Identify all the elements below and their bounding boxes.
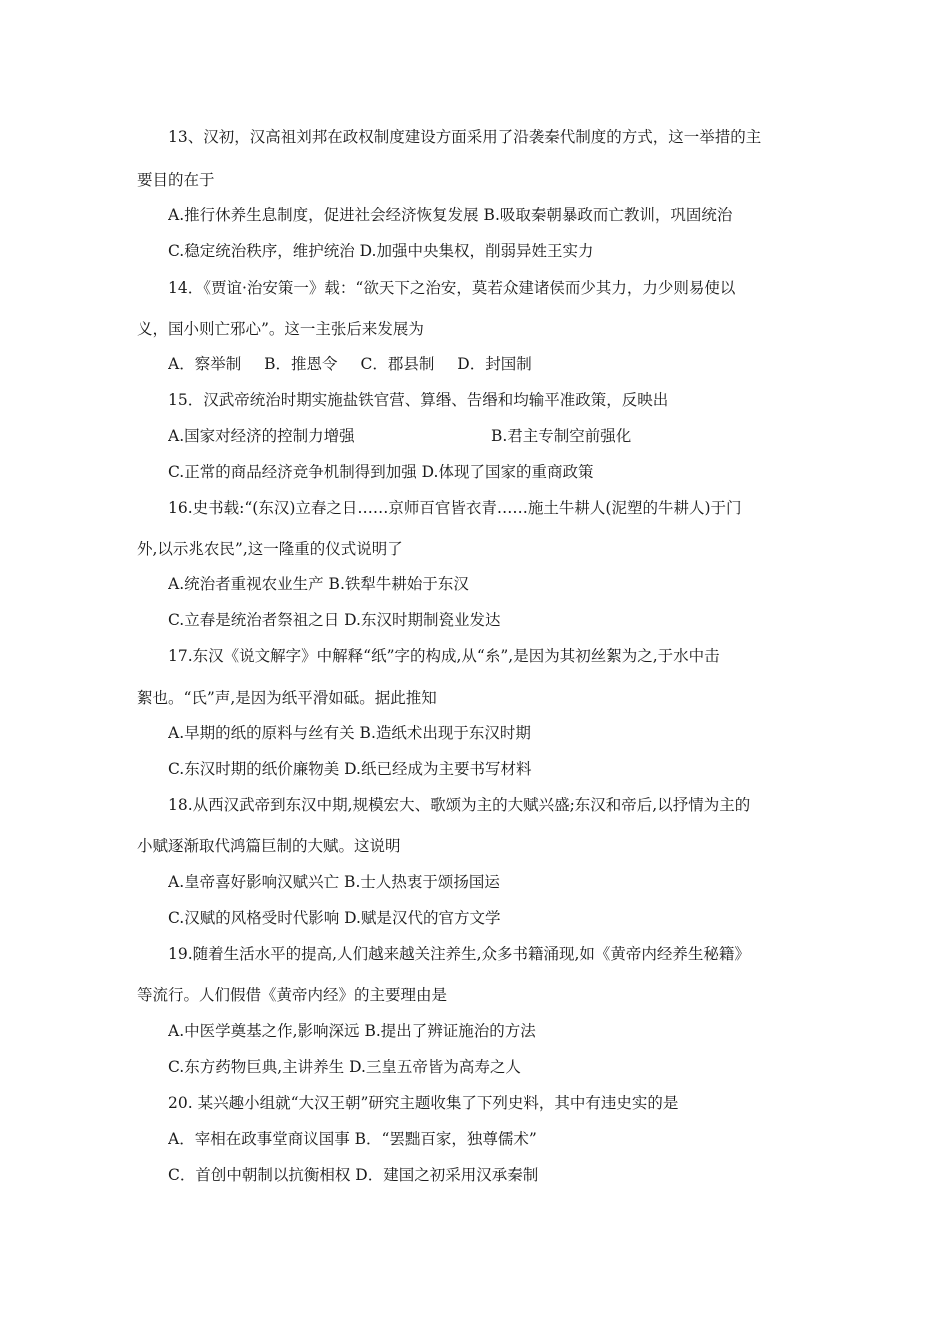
q14-option-d: D．封国制 xyxy=(457,355,532,373)
q14-options xyxy=(168,354,858,374)
q19-stem-line1: 19.随着生活水平的提高,人们越来越关注养生,众多书籍涌现,如《黄帝内经养生秘籍》 xyxy=(168,945,750,963)
q20-options-line2: C．首创中朝制以抗衡相权 D．建国之初采用汉承秦制 xyxy=(168,1166,539,1184)
q15-option-a: A.国家对经济的控制力增强 xyxy=(168,427,355,445)
q15-options-line1 xyxy=(168,426,858,446)
q17-options-line1: A.早期的纸的原料与丝有关 B.造纸术出现于东汉时期 xyxy=(168,724,531,742)
q15-options-line2: C.正常的商品经济竞争机制得到加强 D.体现了国家的重商政策 xyxy=(168,463,594,481)
q18-stem-line1: 18.从西汉武帝到东汉中期,规模宏大、歌颂为主的大赋兴盛;东汉和帝后,以抒情为主的 xyxy=(168,796,751,814)
q15-stem-line1: 15．汉武帝统治时期实施盐铁官营、算缗、告缗和均输平准政策，反映出 xyxy=(168,391,669,409)
q18-options-line1: A.皇帝喜好影响汉赋兴亡 B.士人热衷于颂扬国运 xyxy=(168,873,500,891)
q14-option-a: A．察举制 xyxy=(168,355,242,373)
q16-stem-line1: 16.史书载:“(东汉)立春之日……京师百官皆衣青……施土牛耕人(泥塑的牛耕人)于门 xyxy=(168,499,742,517)
q19-options-line1: A.中医学奠基之作,影响深远 B.提出了辨证施治的方法 xyxy=(168,1022,536,1040)
q14-option-b: B．推恩令 xyxy=(264,355,338,373)
q13-stem-line1: 13、汉初，汉高祖刘邦在政权制度建设方面采用了沿袭秦代制度的方式，这一举措的主 xyxy=(168,128,762,146)
q17-stem-line1: 17.东汉《说文解字》中解释“纸”字的构成,从“糸”,是因为其初丝絮为之,于水中击 xyxy=(168,647,720,665)
q19-options-line2: C.东方药物巨典,主讲养生 D.三皇五帝皆为高寿之人 xyxy=(168,1058,521,1076)
q16-stem-line2: 外,以示兆农民”,这一隆重的仪式说明了 xyxy=(137,540,403,558)
q17-stem-line2: 絮也。“氏”声,是因为纸平滑如砥。据此推知 xyxy=(137,689,437,707)
q13-options-line2: C.稳定统治秩序，维护统治 D.加强中央集权，削弱异姓王实力 xyxy=(168,242,594,260)
q14-stem-line1: 14．《贾谊·治安策一》载：“欲天下之治安，莫若众建诸侯而少其力，力少则易使以 xyxy=(168,279,736,297)
q13-options-line1: A.推行休养生息制度，促进社会经济恢复发展 B.吸取秦朝暴政而亡教训，巩固统治 xyxy=(168,206,733,224)
q14-stem-line2: 义，国小则亡邪心”。这一主张后来发展为 xyxy=(137,320,424,338)
q16-options-line1: A.统治者重视农业生产 B.铁犁牛耕始于东汉 xyxy=(168,575,469,593)
q17-options-line2: C.东汉时期的纸价廉物美 D.纸已经成为主要书写材料 xyxy=(168,760,532,778)
q19-stem-line2: 等流行。人们假借《黄帝内经》的主要理由是 xyxy=(137,986,448,1004)
q18-options-line2: C.汉赋的风格受时代影响 D.赋是汉代的官方文学 xyxy=(168,909,501,927)
q15-option-b: B.君主专制空前强化 xyxy=(490,427,632,445)
q16-options-line2: C.立春是统治者祭祖之日 D.东汉时期制瓷业发达 xyxy=(168,611,501,629)
q14-option-c: C．郡县制 xyxy=(360,355,435,373)
q18-stem-line2: 小赋逐渐取代鸿篇巨制的大赋。这说明 xyxy=(137,837,401,855)
q20-stem-line1: 20. 某兴趣小组就“大汉王朝”研究主题收集了下列史料，其中有违史实的是 xyxy=(168,1094,679,1112)
q20-options-line1: A．宰相在政事堂商议国事 B．“罢黜百家，独尊儒术” xyxy=(168,1130,537,1148)
q13-stem-line2: 要目的在于 xyxy=(137,171,215,189)
